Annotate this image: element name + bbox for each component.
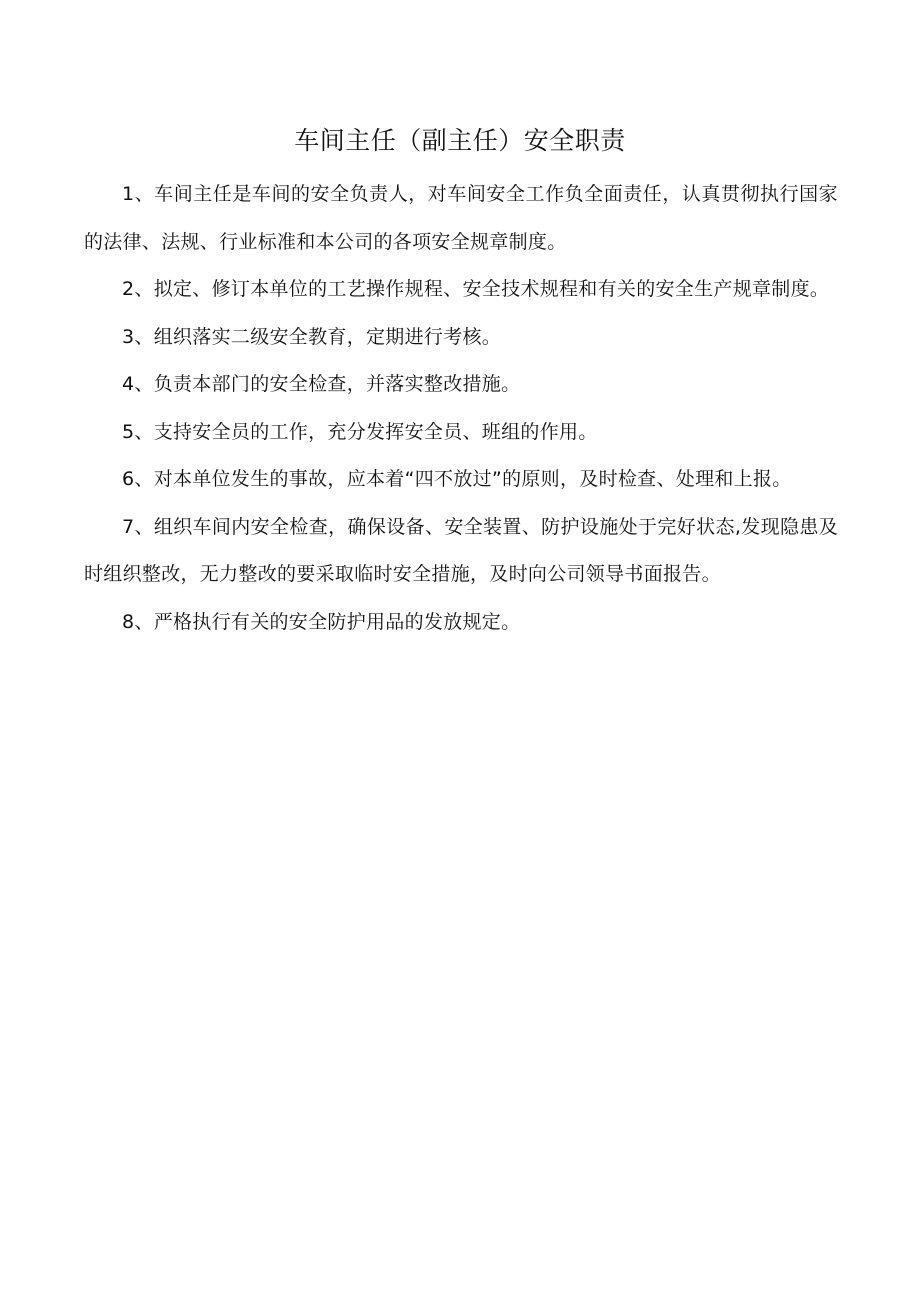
responsibility-item-7: 7、组织车间内安全检查，确保设备、安全装置、防护设施处于完好状态,发现隐患及时组织整改，无力整改的要采取临时安全措施，及时向公司领导书面报告。 (84, 515, 838, 585)
responsibility-item-1: 1、车间主任是车间的安全负责人，对车间安全工作负全面责任，认真贯彻执行国家的法律、法规、行业标准和本公司的各项安全规章制度。 (84, 183, 838, 253)
responsibility-item-3: 3、组织落实二级安全教育，定期进行考核。 (122, 325, 502, 348)
responsibility-item-2: 2、拟定、修订本单位的工艺操作规程、安全技术规程和有关的安全生产规章制度。 (122, 278, 830, 300)
responsibility-item-6: 6、对本单位发生的事故，应本着“四不放过”的原则，及时检查、处理和上报。 (122, 468, 792, 490)
responsibility-list (84, 171, 838, 646)
responsibility-item-8: 8、严格执行有关的安全防护用品的发放规定。 (122, 610, 521, 633)
document-title: 车间主任（副主任）安全职责 (294, 126, 626, 155)
responsibility-item-4: 4、负责本部门的安全检查，并落实整改措施。 (122, 373, 521, 395)
responsibility-item-5: 5、支持安全员的工作，充分发挥安全员、班组的作用。 (122, 420, 598, 443)
